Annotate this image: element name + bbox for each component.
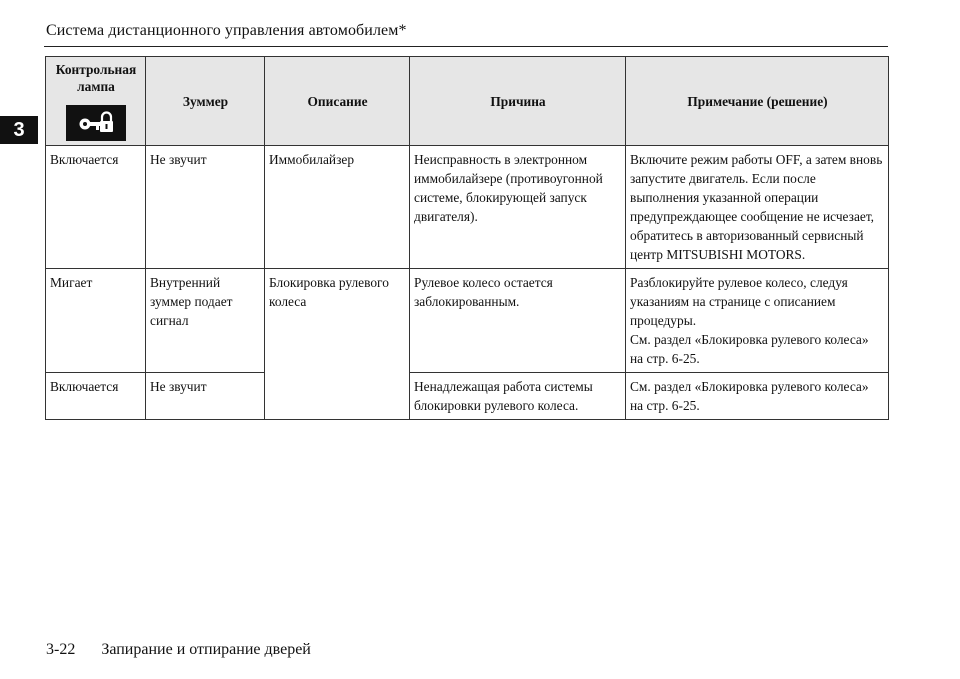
cell-description: Иммобилайзер [265, 146, 410, 269]
cell-lamp: Включается [46, 373, 146, 420]
cell-lamp: Мигает [46, 269, 146, 373]
cell-cause: Ненадлежащая работа системы блокировки рулевого колеса. [410, 373, 626, 420]
key-lock-warning-icon [66, 105, 126, 141]
cell-lamp: Включается [46, 146, 146, 269]
cell-cause: Неисправность в электронном иммобилайзере (противоугонной системе, блокирующей запуск двигателя). [410, 146, 626, 269]
column-header-description: Описание [265, 57, 410, 146]
note-reference: См. раздел «Блокировка рулевого колеса» на стр. 6-25. [630, 332, 869, 366]
column-header-note: Примечание (решение) [626, 57, 889, 146]
cell-buzzer: Внутренний зуммер подает сигнал [146, 269, 265, 373]
page-number: 3-22 [46, 641, 76, 658]
cell-note: Включите режим работы OFF, а затем вновь запустите двигатель. Если после выполнения указанной операции предупреждающее сообщение не исчезает, обратитесь в авторизованный сервисный центр MITSUBISHI MOTORS. [626, 146, 889, 269]
column-header-lamp [46, 57, 146, 146]
table-row [46, 373, 889, 420]
cell-note: См. раздел «Блокировка рулевого колеса» на стр. 6-25. [626, 373, 889, 420]
header-rule [44, 46, 888, 47]
table-row [46, 269, 889, 373]
table-header-row [46, 57, 889, 146]
warning-lamp-table [45, 56, 889, 420]
cell-description: Блокировка рулевого колеса [265, 269, 410, 420]
note-text: Разблокируйте рулевое колесо, следуя указаниям на странице с описанием процедуры. [630, 275, 848, 328]
section-title: Запирание и отпирание дверей [101, 641, 311, 658]
table-row [46, 146, 889, 269]
cell-cause: Рулевое колесо остается заблокированным. [410, 269, 626, 373]
chapter-tab: 3 [0, 116, 38, 144]
cell-note [626, 269, 889, 373]
column-header-buzzer: Зуммер [146, 57, 265, 146]
cell-buzzer: Не звучит [146, 373, 265, 420]
page-header-title: Система дистанционного управления автомобилем* [46, 22, 407, 39]
column-header-lamp-label: Контрольная лампа [55, 62, 137, 94]
cell-buzzer: Не звучит [146, 146, 265, 269]
page-footer [46, 641, 311, 659]
column-header-cause: Причина [410, 57, 626, 146]
